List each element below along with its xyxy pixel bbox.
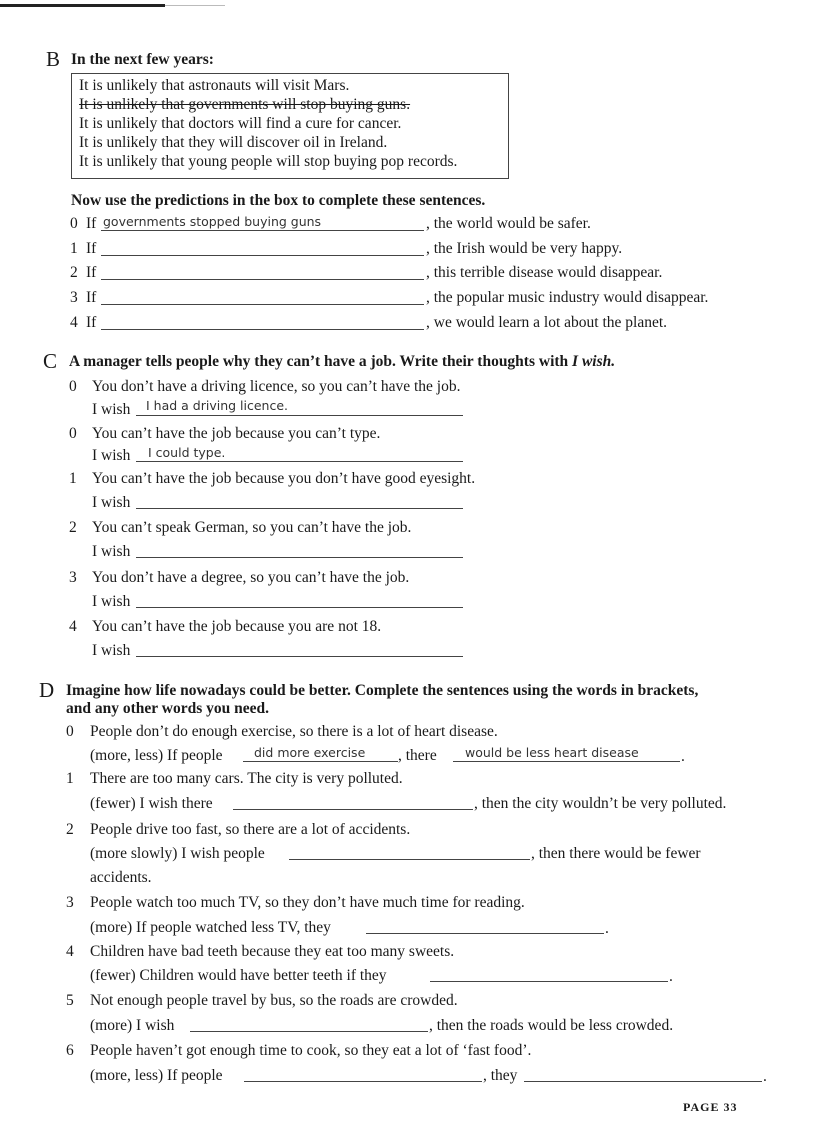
item-prompt: (fewer) I wish there <box>90 795 213 812</box>
item-suffix: , the Irish would be very happy. <box>426 240 623 257</box>
section-d-heading-line1: Imagine how life nowadays could be better. Complete the sentences using the words in brackets, <box>66 682 699 699</box>
item-number: 0 <box>70 215 78 232</box>
answer-line[interactable] <box>243 761 398 762</box>
answer-line[interactable] <box>136 607 463 608</box>
wish-label: I wish <box>92 543 131 560</box>
item-text: People don’t do enough exercise, so there is a lot of heart disease. <box>90 723 498 740</box>
answer-line[interactable] <box>190 1031 428 1032</box>
item-text: You don’t have a degree, so you can’t have the job. <box>92 569 410 586</box>
handwritten-answer: governments stopped buying guns <box>103 214 322 229</box>
handwritten-answer: did more exercise <box>254 745 366 760</box>
answer-line[interactable] <box>136 461 463 462</box>
section-d-letter: D <box>39 678 55 702</box>
item-mid: , they <box>483 1067 518 1084</box>
item-suffix: , we would learn a lot about the planet. <box>426 314 668 331</box>
section-c-letter: C <box>43 349 58 373</box>
item-number: 3 <box>70 289 78 306</box>
answer-line[interactable] <box>101 230 424 231</box>
item-text: People watch too much TV, so they don’t have much time for reading. <box>90 894 525 911</box>
item-text: People drive too fast, so there are a lot of accidents. <box>90 821 411 838</box>
item-number: 0 <box>69 425 77 442</box>
item-number: 1 <box>70 240 78 257</box>
answer-line[interactable] <box>101 255 424 256</box>
item-text: People haven’t got enough time to cook, so they eat a lot of ‘fast food’. <box>90 1042 532 1059</box>
answer-line[interactable] <box>430 981 668 982</box>
top-rule-fade <box>165 5 225 6</box>
item-number: 4 <box>69 618 77 635</box>
item-end: . <box>669 968 673 985</box>
item-number: 1 <box>69 470 77 487</box>
section-c-heading <box>69 353 615 371</box>
item-number: 2 <box>66 821 74 838</box>
answer-line[interactable] <box>136 557 463 558</box>
item-number: 2 <box>70 264 78 281</box>
item-end: . <box>763 1068 767 1085</box>
item-number: 0 <box>66 723 74 740</box>
item-suffix: , the popular music industry would disappear. <box>426 289 709 306</box>
box-line: It is unlikely that they will discover oil in Ireland. <box>79 134 388 151</box>
wish-label: I wish <box>92 593 131 610</box>
item-prompt: (more, less) If people <box>90 1067 223 1084</box>
box-line: It is unlikely that young people will stop buying pop records. <box>79 153 458 170</box>
answer-line[interactable] <box>101 279 424 280</box>
item-prompt: (more slowly) I wish people <box>90 845 265 862</box>
item-prompt: (more) I wish <box>90 1017 175 1034</box>
section-d-heading-line2: and any other words you need. <box>66 700 269 717</box>
item-suffix: , this terrible disease would disappear. <box>426 264 663 281</box>
item-prompt: (more) If people watched less TV, they <box>90 919 331 936</box>
top-rule <box>0 4 165 7</box>
item-suffix: , the world would be safer. <box>426 215 591 232</box>
item-number: 4 <box>66 943 74 960</box>
item-number: 0 <box>69 378 77 395</box>
item-text: You can’t speak German, so you can’t have the job. <box>92 519 412 536</box>
section-b-letter: B <box>46 47 61 71</box>
section-b-heading: In the next few years: <box>71 51 214 68</box>
page-number: PAGE 33 <box>683 1100 738 1114</box>
answer-line[interactable] <box>524 1081 762 1082</box>
item-prompt: (fewer) Children would have better teeth if they <box>90 967 387 984</box>
handwritten-answer: I had a driving licence. <box>146 398 288 413</box>
answer-line[interactable] <box>289 859 530 860</box>
handwritten-answer: I could type. <box>148 445 226 460</box>
item-end: , then there would be fewer <box>531 845 701 862</box>
section-b-instruction: Now use the predictions in the box to complete these sentences. <box>71 192 486 209</box>
item-text: There are too many cars. The city is very polluted. <box>90 770 403 787</box>
item-prefix: If <box>86 289 97 306</box>
item-text: You can’t have the job because you don’t have good eyesight. <box>92 470 476 487</box>
item-end: . <box>681 748 685 765</box>
item-end: . <box>605 920 609 937</box>
item-end: , then the roads would be less crowded. <box>429 1017 674 1034</box>
item-prefix: If <box>86 314 97 331</box>
answer-line[interactable] <box>101 304 424 305</box>
item-prefix: If <box>86 240 97 257</box>
item-number: 6 <box>66 1042 74 1059</box>
answer-line[interactable] <box>366 933 604 934</box>
item-number: 2 <box>69 519 77 536</box>
answer-line[interactable] <box>244 1081 482 1082</box>
answer-line[interactable] <box>136 508 463 509</box>
item-prompt: (more, less) If people <box>90 747 223 764</box>
item-number: 3 <box>69 569 77 586</box>
answer-line[interactable] <box>233 809 473 810</box>
item-text: You can’t have the job because you are not 18. <box>92 618 382 635</box>
item-text: Children have bad teeth because they eat too many sweets. <box>90 943 455 960</box>
answer-line[interactable] <box>453 761 680 762</box>
item-number: 1 <box>66 770 74 787</box>
box-line: It is unlikely that astronauts will visit Mars. <box>79 77 350 94</box>
section-c-heading-main: A manager tells people why they can’t have a job. Write their thoughts with <box>69 353 573 370</box>
item-number: 3 <box>66 894 74 911</box>
answer-line[interactable] <box>136 415 463 416</box>
answer-line[interactable] <box>101 329 424 330</box>
answer-line[interactable] <box>136 656 463 657</box>
wish-label: I wish <box>92 447 131 464</box>
wish-label: I wish <box>92 494 131 511</box>
item-end: , then the city wouldn’t be very polluted. <box>474 795 727 812</box>
item-text: Not enough people travel by bus, so the roads are crowded. <box>90 992 458 1009</box>
wish-label: I wish <box>92 642 131 659</box>
item-mid: , there <box>398 747 437 764</box>
wish-label: I wish <box>92 401 131 418</box>
item-number: 4 <box>70 314 78 331</box>
handwritten-answer: would be less heart disease <box>465 745 639 760</box>
predictions-box <box>71 73 509 179</box>
box-line: It is unlikely that doctors will find a cure for cancer. <box>79 115 402 132</box>
item-number: 5 <box>66 992 74 1009</box>
section-c-heading-em: I wish. <box>572 353 616 370</box>
item-prefix: If <box>86 215 97 232</box>
item-text: You don’t have a driving licence, so you can’t have the job. <box>92 378 461 395</box>
item-continuation: accidents. <box>90 869 152 886</box>
box-line-struck: It is unlikely that governments will stop buying guns. <box>79 96 411 113</box>
item-text: You can’t have the job because you can’t type. <box>92 425 381 442</box>
item-prefix: If <box>86 264 97 281</box>
